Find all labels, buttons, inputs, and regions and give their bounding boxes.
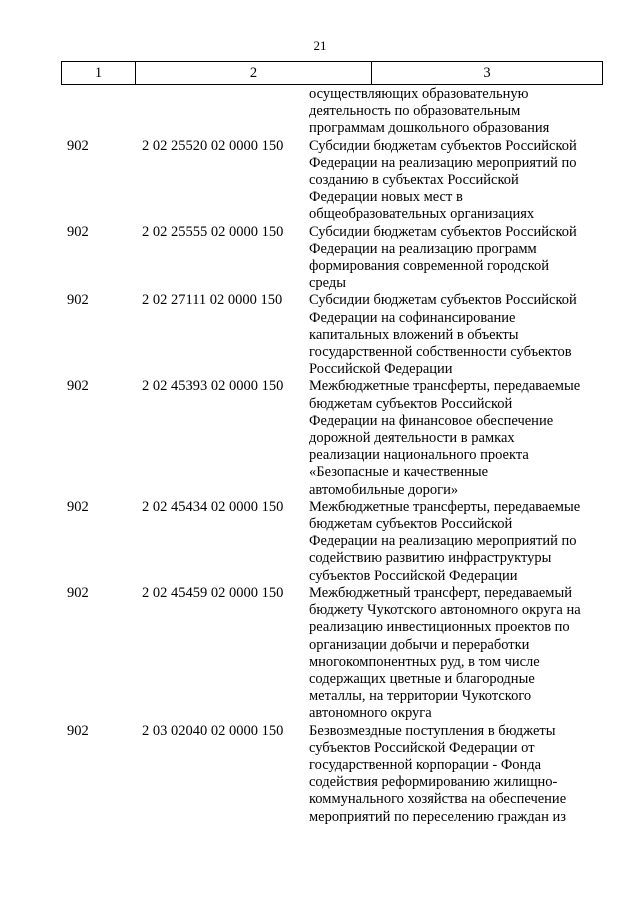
description-line: реализации национального проекта — [309, 447, 529, 464]
description-line: Субсидии бюджетам субъектов Российской — [309, 137, 577, 154]
table-row — [0, 585, 640, 723]
income-description — [309, 585, 609, 723]
description-line: содержащих цветные и благородные — [309, 670, 535, 687]
description-line: дорожной деятельности в рамках — [309, 430, 515, 447]
table-row — [0, 138, 640, 224]
income-description — [309, 499, 609, 585]
description-line: Федерации на софинансирование — [309, 309, 516, 326]
description-line: Безвозмездные поступления в бюджеты — [309, 722, 556, 739]
column-header-2: 2 — [136, 62, 372, 84]
table-row — [0, 292, 640, 378]
description-line: бюджету Чукотского автономного округа на — [309, 602, 581, 619]
budget-classification-code: 2 02 25520 02 0000 150 — [142, 137, 284, 154]
budget-classification-code: 2 02 45393 02 0000 150 — [142, 378, 284, 395]
table-row — [0, 378, 640, 498]
admin-code: 902 — [67, 722, 89, 739]
description-line: металлы, на территории Чукотского — [309, 688, 532, 705]
description-line: Межбюджетные трансферты, передаваемые — [309, 498, 581, 515]
column-header-3: 3 — [483, 64, 491, 81]
budget-classification-code: 2 02 25555 02 0000 150 — [142, 223, 284, 240]
description-line: Межбюджетные трансферты, передаваемые — [309, 378, 581, 395]
description-line: формирования современной городской — [309, 258, 550, 275]
description-line: Федерации на реализацию программ — [309, 240, 537, 257]
description-line: общеобразовательных организациях — [309, 206, 535, 223]
description-line: субъектов Российской Федерации от — [309, 739, 535, 756]
income-description — [309, 378, 609, 498]
admin-code: 902 — [67, 137, 89, 154]
budget-classification-code: 2 02 45459 02 0000 150 — [142, 584, 284, 601]
continuation-description — [309, 86, 609, 138]
table-row — [0, 224, 640, 293]
description-line: Федерации на реализацию мероприятий по — [309, 154, 577, 171]
description-line: Российской Федерации — [309, 361, 453, 378]
table-body — [0, 86, 640, 826]
description-line: организации добычи и переработки — [309, 636, 530, 653]
description-line: деятельность по образовательным — [309, 103, 521, 120]
description-line: государственной корпорации - Фонда — [309, 756, 542, 773]
description-line: реализацию инвестиционных проектов по — [309, 619, 570, 636]
description-line: созданию в субъектах Российской — [309, 172, 519, 189]
admin-code: 902 — [67, 584, 89, 601]
description-line: Федерации на реализацию мероприятий по — [309, 533, 577, 550]
admin-code: 902 — [67, 292, 89, 309]
description-line: программам дошкольного образования — [309, 120, 550, 137]
description-line: субъектов Российской Федерации — [309, 567, 518, 584]
description-line: автомобильные дороги» — [309, 481, 459, 498]
budget-classification-code: 2 02 45434 02 0000 150 — [142, 498, 284, 515]
description-line: Субсидии бюджетам субъектов Российской — [309, 292, 577, 309]
income-description — [309, 138, 609, 224]
description-line: капитальных вложений в объекты — [309, 326, 519, 343]
description-line: Федерации на финансовое обеспечение — [309, 412, 554, 429]
admin-code: 902 — [67, 223, 89, 240]
admin-code: 902 — [67, 498, 89, 515]
description-line: содействию развитию инфраструктуры — [309, 550, 552, 567]
description-line: осуществляющих образовательную — [309, 86, 529, 102]
budget-classification-code: 2 03 02040 02 0000 150 — [142, 722, 284, 739]
income-description — [309, 292, 609, 378]
description-line: государственной собственности субъектов — [309, 344, 572, 361]
description-line: автономного округа — [309, 705, 432, 722]
table-row — [0, 723, 640, 826]
continuation-row — [0, 86, 640, 138]
description-line: среды — [309, 275, 347, 292]
income-description — [309, 224, 609, 293]
table-header-row — [61, 61, 603, 85]
column-header-1: 1 — [62, 62, 136, 84]
page-number: 21 — [313, 38, 327, 53]
description-line: многокомпонентных руд, в том числе — [309, 653, 540, 670]
table-row — [0, 499, 640, 585]
description-line: бюджетам субъектов Российской — [309, 516, 513, 533]
description-line: содействия реформированию жилищно- — [309, 774, 558, 791]
description-line: коммунального хозяйства на обеспечение — [309, 791, 567, 808]
admin-code: 902 — [67, 378, 89, 395]
description-line: Субсидии бюджетам субъектов Российской — [309, 223, 577, 240]
budget-classification-code: 2 02 27111 02 0000 150 — [142, 292, 283, 309]
description-line: Межбюджетный трансферт, передаваемый — [309, 584, 572, 601]
description-line: «Безопасные и качественные — [309, 464, 489, 481]
description-line: мероприятий по переселению граждан из — [309, 808, 566, 825]
description-line: бюджетам субъектов Российской — [309, 395, 513, 412]
income-description — [309, 723, 609, 826]
description-line: Федерации новых мест в — [309, 189, 463, 206]
